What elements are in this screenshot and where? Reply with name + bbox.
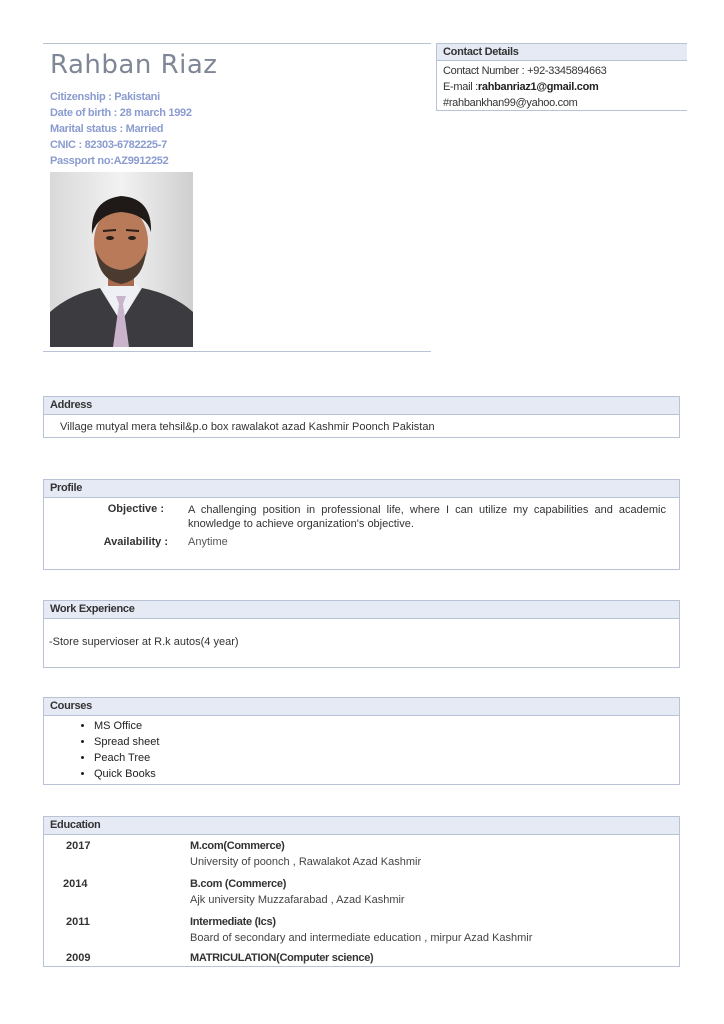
work-experience-text: -Store supervioser at R.k autos(4 year)	[49, 636, 239, 648]
header-top-rule	[43, 43, 431, 44]
profile-section	[43, 479, 680, 570]
objective-text: A challenging position in professional life, where I can utilize my capabilities and academic knowledge to achieve organization's objective.	[188, 504, 666, 530]
email-line	[443, 81, 598, 93]
work-experience-title: Work Experience	[44, 601, 679, 619]
education-year: 2009	[66, 952, 91, 964]
marital-status: Marital status : Married	[50, 123, 164, 135]
education-degree: M.com(Commerce)	[190, 840, 285, 852]
list-item: • Spread sheet	[94, 734, 679, 750]
education-degree: B.com (Commerce)	[190, 878, 287, 890]
citizenship: Citizenship : Pakistani	[50, 91, 160, 103]
email-primary[interactable]: rahbanriaz1@gmail.com	[477, 81, 599, 93]
objective-label: Objective :	[107, 503, 164, 515]
courses-list	[44, 718, 679, 782]
courses-section	[43, 697, 680, 785]
education-institution: Ajk university Muzzafarabad , Azad Kashmir	[190, 894, 405, 906]
contact-details-box	[436, 43, 687, 111]
profile-title: Profile	[44, 480, 679, 498]
cnic: CNIC : 82303-6782225-7	[50, 139, 167, 151]
contact-details-title: Contact Details	[437, 44, 687, 61]
education-section	[43, 816, 680, 967]
courses-title: Courses	[44, 698, 679, 716]
header-bottom-rule	[43, 351, 431, 352]
availability-value: Anytime	[188, 536, 228, 548]
education-degree: Intermediate (Ics)	[190, 916, 276, 928]
contact-number: Contact Number : +92-3345894663	[443, 65, 607, 77]
passport-number: Passport no:AZ9912252	[50, 155, 169, 167]
profile-photo	[50, 172, 193, 347]
education-year: 2017	[66, 840, 91, 852]
list-item: • Peach Tree	[94, 750, 679, 766]
address-section	[43, 396, 680, 438]
list-item: • Quick Books	[94, 766, 679, 782]
applicant-name: Rahban Riaz	[50, 50, 218, 80]
availability-label: Availability :	[103, 536, 168, 548]
education-institution: University of poonch , Rawalakot Azad Kashmir	[190, 856, 422, 868]
education-year: 2014	[63, 878, 88, 890]
education-title: Education	[44, 817, 679, 835]
address-text: Village mutyal mera tehsil&p.o box rawalakot azad Kashmir Poonch Pakistan	[60, 421, 435, 433]
education-degree: MATRICULATION(Computer science)	[190, 952, 374, 964]
email-label: E-mail :	[443, 81, 478, 93]
work-experience-section	[43, 600, 680, 668]
address-title: Address	[44, 397, 679, 415]
education-institution: Board of secondary and intermediate education , mirpur Azad Kashmir	[190, 932, 533, 944]
date-of-birth: Date of birth : 28 march 1992	[50, 107, 192, 119]
education-year: 2011	[66, 916, 90, 928]
email-secondary[interactable]: #rahbankhan99@yahoo.com	[443, 97, 578, 109]
list-item: • MS Office	[94, 718, 679, 734]
